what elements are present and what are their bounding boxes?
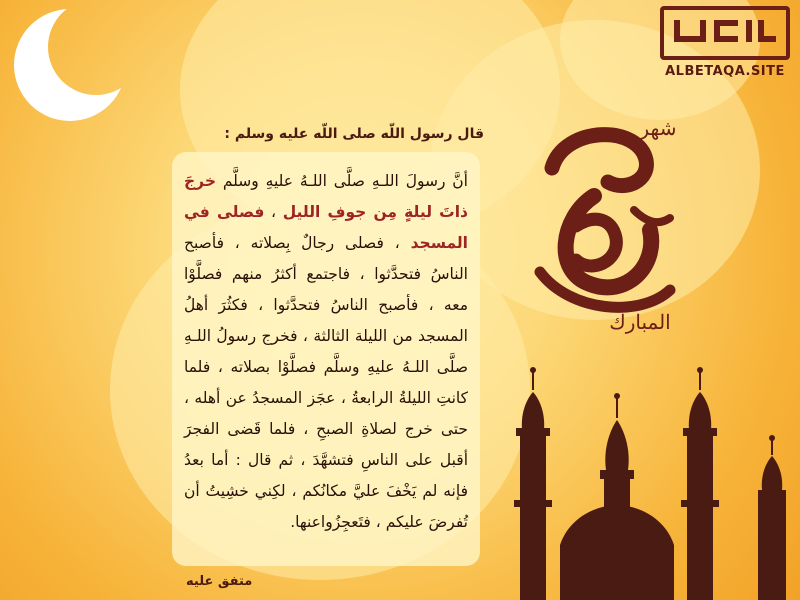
hadith-source: متفق عليه (186, 574, 253, 589)
hadith-intro: قال رسول اللّه صلى اللّه عليه وسلم : (224, 126, 484, 142)
calligraphy-month: شهر (639, 116, 677, 140)
hadith-part: ، فصلى رجالٌ بِصلاته ، فأصبح الناسُ فتحدَّثوا ، فاجتمع أكثرُ منهم فصلَّوْا معه ، فأصبح الناسُ فتحدَّثوا ، فكثُرَ أهلُ المسجد من الليلة الثالثة ، فخرج رسولُ اللـهِ صلَّى اللـهُ عليهِ وسلَّم فصلَّوْا بصلاته ، فلما كانتِ الليلةُ الرابعةُ ، عجَز المسجدُ عن أهله ، حتى خرج لصلاةِ الصبحِ ، فلما قَضى الفجرَ أقبل على الناسِ فتشهَّدَ ، ثم قال : أما بعدُ فإنه لم يَخْفَ عليَّ مكانُكم ، لكِني خشِيتُ أن تُفرضَ عليكم ، فتَعجِزُواعنها. (184, 234, 468, 531)
brand-site: ALBETAQA.SITE (665, 64, 785, 79)
hadith-highlight: خرجَ ذاتَ ليلةٍ مِن جوفِ الليل (184, 172, 468, 221)
calligraphy-blessed: المبارك (609, 310, 671, 334)
hadith-part: ، (264, 203, 283, 221)
hadith-part: أنَّ رسولَ اللـهِ صلَّى اللـهُ عليهِ وسلَّم (215, 172, 468, 190)
hadith-highlight: فصلى في المسجد (184, 203, 468, 252)
